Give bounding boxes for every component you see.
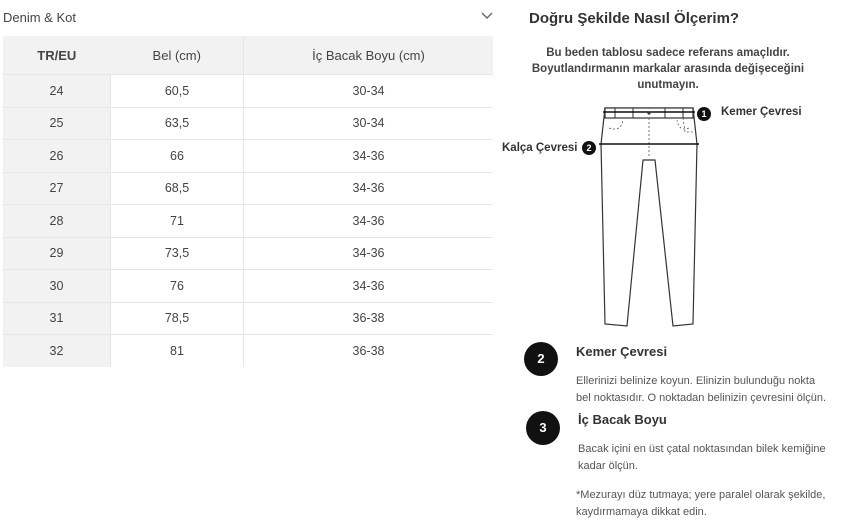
cell-inseam: 36-38 <box>244 302 494 335</box>
table-row <box>3 140 493 173</box>
chevron-down-icon[interactable] <box>480 11 494 21</box>
cell-size: 28 <box>3 205 111 238</box>
cell-waist: 73,5 <box>111 237 244 270</box>
column-header-waist: Bel (cm) <box>111 36 244 75</box>
accordion-header-denim[interactable] <box>0 4 498 30</box>
cell-inseam: 34-36 <box>244 205 494 238</box>
step-description-line: Bacak içini en üst çatal noktasından bilek kemiğine <box>578 443 826 455</box>
cell-inseam: 34-36 <box>244 270 494 303</box>
cell-inseam: 34-36 <box>244 172 494 205</box>
table-row <box>3 107 493 140</box>
guide-title: Doğru Şekilde Nasıl Ölçerim? <box>529 10 740 27</box>
step-badge: 2 <box>524 342 558 376</box>
cell-waist: 60,5 <box>111 75 244 108</box>
step-title: İç Bacak Boyu <box>578 412 667 427</box>
step-description-line: bel noktasıdır. O noktadan belinizin çevresini ölçün. <box>576 392 827 404</box>
table-row <box>3 205 493 238</box>
step-title: Kemer Çevresi <box>576 344 668 359</box>
step-badge: 3 <box>526 411 560 445</box>
cell-waist: 71 <box>111 205 244 238</box>
step-description <box>578 441 845 475</box>
guide-note-line: unutmayın. <box>637 79 699 91</box>
cell-inseam: 36-38 <box>244 335 494 367</box>
cell-size: 30 <box>3 270 111 303</box>
table-header-row <box>3 36 493 75</box>
cell-size: 32 <box>3 335 111 367</box>
cell-waist: 68,5 <box>111 172 244 205</box>
table-row <box>3 172 493 205</box>
cell-size: 24 <box>3 75 111 108</box>
guide-note <box>498 45 838 93</box>
cell-size: 31 <box>3 302 111 335</box>
cell-inseam: 30-34 <box>244 107 494 140</box>
table-row <box>3 335 493 367</box>
guide-note-line: Boyutlandırmanın markalar arasında değişeceğini <box>531 63 805 75</box>
column-header-size: TR/EU <box>3 36 111 75</box>
cell-size: 29 <box>3 237 111 270</box>
marker-1-badge: 1 <box>697 107 711 121</box>
marker-2-label: Kalça Çevresi <box>502 142 578 154</box>
step-description-line: kadar ölçün. <box>578 460 638 472</box>
table-row <box>3 302 493 335</box>
footnote-line: kaydırmamaya dikkat edin. <box>576 506 707 518</box>
cell-waist: 63,5 <box>111 107 244 140</box>
footnote <box>576 487 845 521</box>
cell-waist: 78,5 <box>111 302 244 335</box>
cell-waist: 66 <box>111 140 244 173</box>
cell-waist: 81 <box>111 335 244 367</box>
table-row <box>3 270 493 303</box>
cell-size: 27 <box>3 172 111 205</box>
cell-size: 25 <box>3 107 111 140</box>
table-row <box>3 75 493 108</box>
table-row <box>3 237 493 270</box>
cell-waist: 76 <box>111 270 244 303</box>
measurement-guide-panel <box>498 0 845 528</box>
accordion-title: Denim & Kot <box>3 10 76 25</box>
guide-note-line: Bu beden tablosu sadece referans amaçlıdır. <box>546 47 790 59</box>
step-description-line: Ellerinizi belinize koyun. Elinizin bulunduğu nokta <box>576 375 816 387</box>
step-description <box>576 373 845 407</box>
size-table <box>3 36 493 367</box>
cell-size: 26 <box>3 140 111 173</box>
cell-inseam: 34-36 <box>244 237 494 270</box>
cell-inseam: 34-36 <box>244 140 494 173</box>
cell-inseam: 30-34 <box>244 75 494 108</box>
column-header-inseam: İç Bacak Boyu (cm) <box>244 36 494 75</box>
marker-1-label: Kemer Çevresi <box>721 106 802 118</box>
footnote-line: *Mezurayı düz tutmaya; yere paralel olarak şekilde, <box>576 489 826 501</box>
pants-diagram <box>593 98 703 330</box>
marker-2-badge: 2 <box>582 141 596 155</box>
